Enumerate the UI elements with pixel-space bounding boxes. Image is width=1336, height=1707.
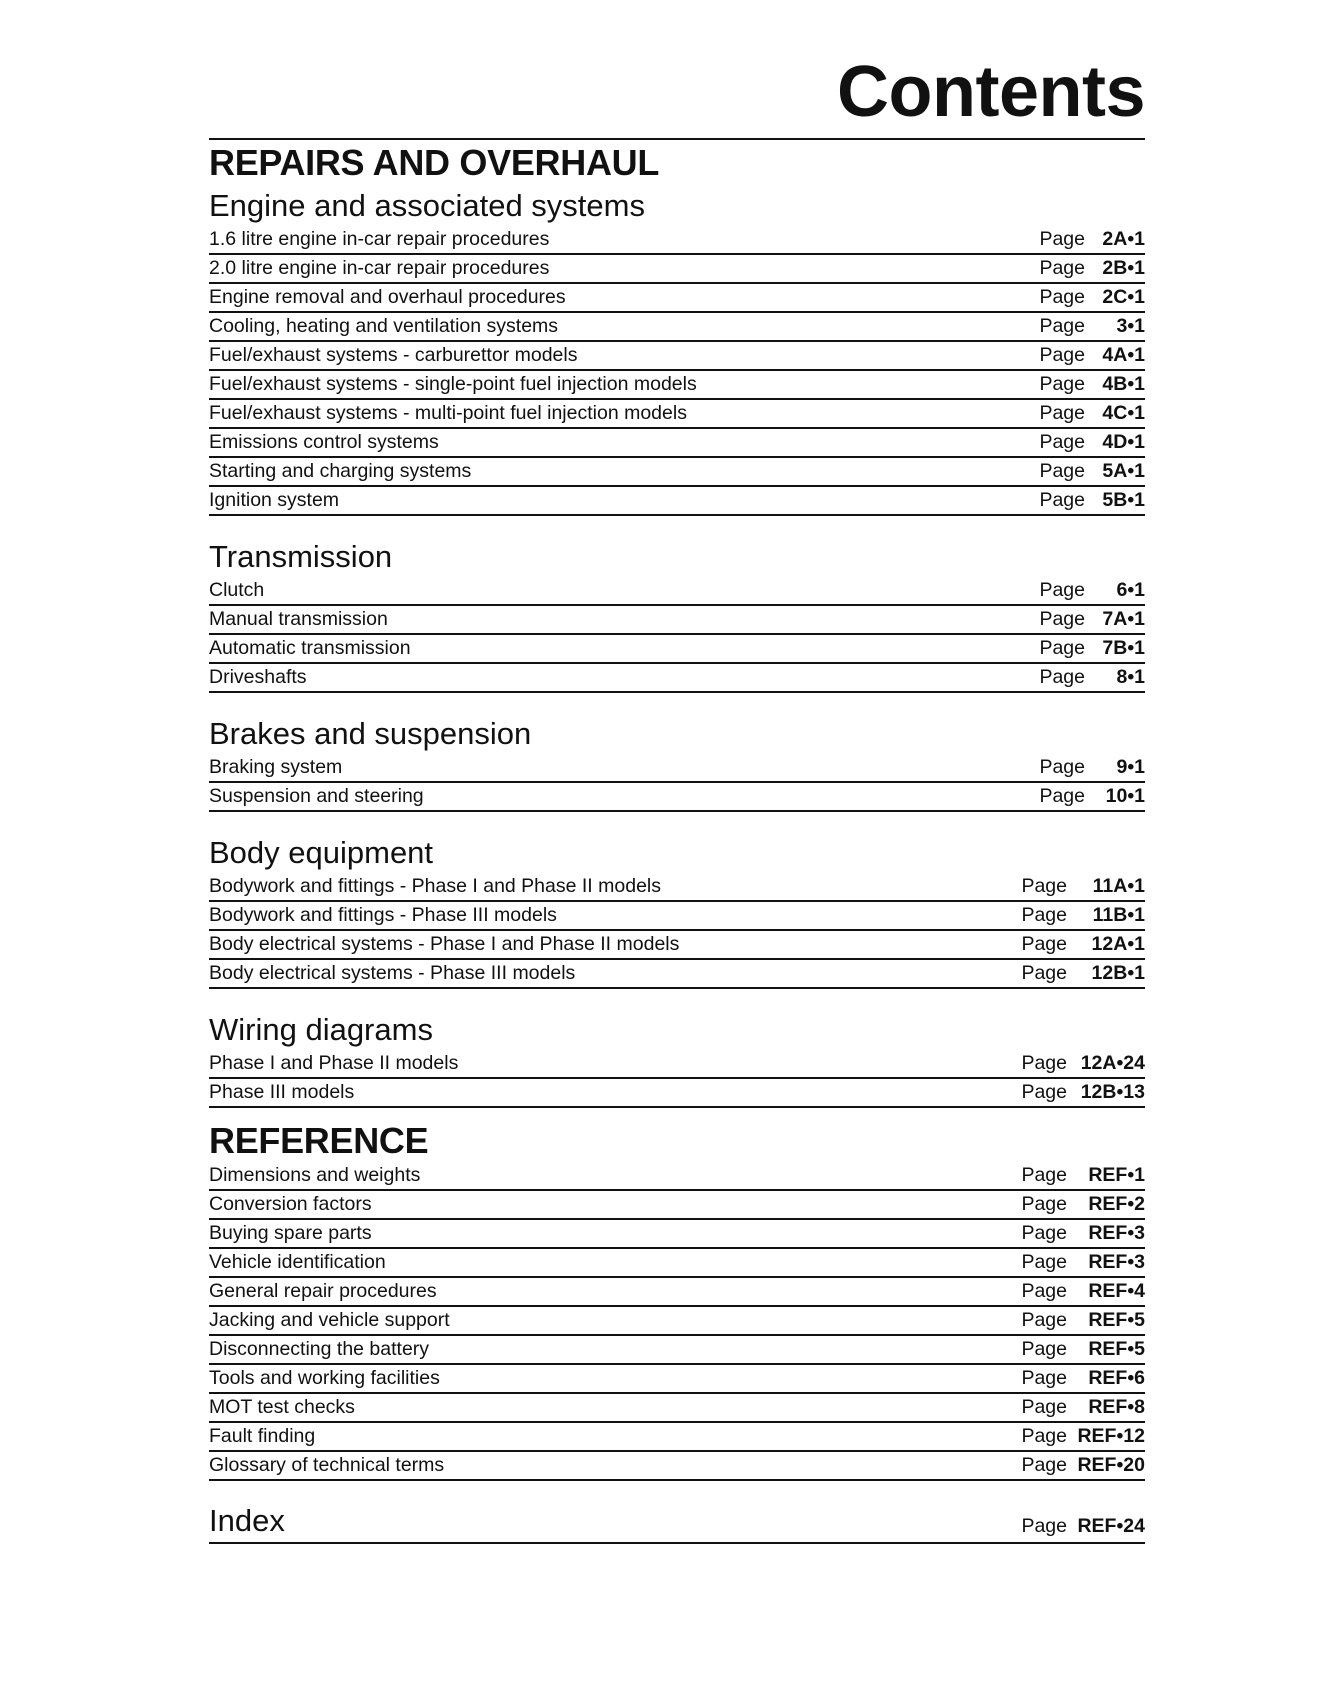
page-label: Page [1021,1052,1067,1074]
page-label: Page [1021,1280,1067,1302]
page-number: 8•1 [1116,666,1145,688]
page-label: Page [1021,1193,1067,1215]
toc-entry-row[interactable] [209,664,1145,693]
page-number: 4C•1 [1102,402,1145,424]
page-label: Page [1021,962,1067,984]
page-number: 5B•1 [1102,489,1145,511]
entry-title: Vehicle identification [209,1251,386,1273]
page-number: REF•4 [1088,1280,1145,1302]
page-number: 2C•1 [1102,286,1145,308]
contents-page [209,50,1145,1544]
toc-section [209,836,1145,989]
entry-title: Disconnecting the battery [209,1338,430,1360]
toc-entry-row[interactable] [209,371,1145,400]
page-label: Page [1021,1367,1067,1389]
section-heading: Wiring diagrams [209,1012,433,1047]
entry-title: Dimensions and weights [209,1164,421,1186]
toc-entry-row[interactable] [209,255,1145,284]
page-number: REF•12 [1077,1425,1145,1447]
toc-entry-row[interactable] [209,606,1145,635]
page-title: Contents [837,52,1145,132]
entry-title: Suspension and steering [209,785,424,807]
page-number: 4D•1 [1102,431,1145,453]
toc-section [209,189,1145,516]
page-number: REF•3 [1088,1251,1145,1273]
page-number: 10•1 [1105,785,1145,807]
toc-entry-row[interactable] [209,783,1145,812]
toc-entry-row[interactable] [209,1191,1145,1220]
page-label: Page [1039,344,1085,366]
toc-entry-row[interactable] [209,1452,1145,1481]
toc-entry-row[interactable] [209,635,1145,664]
page-label: Page [1021,1164,1067,1186]
reference-entries [209,1162,1145,1481]
entry-title: Emissions control systems [209,431,439,453]
toc-entry-row[interactable] [209,487,1145,516]
page-label: Page [1039,431,1085,453]
page-label: Page [1021,1081,1067,1103]
section-heading: Transmission [209,539,393,574]
entry-title: Bodywork and fittings - Phase III models [209,904,557,926]
toc-entry-row[interactable] [209,1365,1145,1394]
entry-title: Fuel/exhaust systems - carburettor models [209,344,578,366]
toc-entry-row[interactable] [209,1423,1145,1452]
entry-title: 1.6 litre engine in-car repair procedures [209,228,550,250]
page-label: Page [1021,875,1067,897]
page-label: Page [1039,460,1085,482]
toc-entry-row[interactable] [209,1079,1145,1108]
page-label: Page [1039,785,1085,807]
part-heading-reference: REFERENCE [209,1120,429,1161]
page-label: Page [1039,489,1085,511]
page-label: Page [1039,637,1085,659]
page-number: 7B•1 [1102,637,1145,659]
page-number: REF•2 [1088,1193,1145,1215]
page-number: 9•1 [1116,756,1145,778]
entry-title: Tools and working facilities [209,1367,440,1389]
page-label: Page [1039,608,1085,630]
entry-title: Bodywork and fittings - Phase I and Phase II models [209,875,661,897]
toc-section [209,540,1145,693]
page-label: Page [1021,1338,1067,1360]
page-number: 11B•1 [1092,904,1145,926]
page-number: REF•24 [1077,1515,1145,1537]
toc-entry-row[interactable] [209,429,1145,458]
entry-title: Ignition system [209,489,340,511]
page-label: Page [1039,756,1085,778]
toc-entry-row[interactable] [209,902,1145,931]
page-number: 12B•13 [1080,1081,1145,1103]
page-number: 2A•1 [1102,228,1145,250]
index-title: Index [209,1503,285,1538]
entry-title: MOT test checks [209,1396,355,1418]
page-number: REF•5 [1088,1338,1145,1360]
section-heading: Engine and associated systems [209,188,645,223]
toc-entry-row[interactable] [209,1394,1145,1423]
toc-entry-row[interactable] [209,400,1145,429]
title-rule [209,138,1145,140]
toc-entry-row[interactable] [209,342,1145,371]
page-label: Page [1021,1425,1067,1447]
page-number: REF•8 [1088,1396,1145,1418]
toc-entry-row[interactable] [209,1278,1145,1307]
page-label: Page [1039,579,1085,601]
toc-entry-row[interactable] [209,1336,1145,1365]
page-number: 12A•1 [1091,933,1145,955]
toc-section [209,717,1145,812]
section-heading: Brakes and suspension [209,716,532,751]
toc-entry-row[interactable] [209,931,1145,960]
toc-entry-row[interactable] [209,873,1145,902]
page-number: REF•5 [1088,1309,1145,1331]
page-label: Page [1039,402,1085,424]
page-number: 12A•24 [1080,1052,1145,1074]
repairs-sections [209,189,1145,1108]
entry-title: Automatic transmission [209,637,411,659]
toc-entry-row[interactable] [209,284,1145,313]
page-number: 2B•1 [1102,257,1145,279]
entry-title: Phase I and Phase II models [209,1052,459,1074]
section-heading: Body equipment [209,835,434,870]
page-label: Page [1021,1454,1067,1476]
entry-title: 2.0 litre engine in-car repair procedures [209,257,550,279]
page-number: REF•1 [1088,1164,1145,1186]
entry-title: Manual transmission [209,608,388,630]
toc-entry-row[interactable] [209,1162,1145,1191]
toc-entry-row[interactable] [209,1220,1145,1249]
entry-title: Starting and charging systems [209,460,472,482]
entry-title: Engine removal and overhaul procedures [209,286,566,308]
page-label: Page [1021,1396,1067,1418]
page-number: 4A•1 [1102,344,1145,366]
page-number: REF•3 [1088,1222,1145,1244]
entry-title: Body electrical systems - Phase I and Phase II models [209,933,680,955]
page-number: 11A•1 [1092,875,1145,897]
page-number: 4B•1 [1102,373,1145,395]
page-number: 12B•1 [1091,962,1145,984]
entry-title: Cooling, heating and ventilation systems [209,315,559,337]
page-label: Page [1021,1222,1067,1244]
entry-title: Buying spare parts [209,1222,372,1244]
entry-title: Driveshafts [209,666,307,688]
page-label: Page [1021,904,1067,926]
toc-entry-row[interactable] [209,754,1145,783]
toc-entry-row[interactable] [209,577,1145,606]
toc-entry-row[interactable] [209,960,1145,989]
page-label: Page [1039,257,1085,279]
page-number: REF•20 [1077,1454,1145,1476]
entry-title: Fuel/exhaust systems - single-point fuel injection models [209,373,697,395]
index-row[interactable] [209,1500,1145,1544]
toc-section [209,1013,1145,1108]
entry-title: Jacking and vehicle support [209,1309,450,1331]
entry-title: General repair procedures [209,1280,437,1302]
toc-entry-row[interactable] [209,1307,1145,1336]
page-number: 7A•1 [1102,608,1145,630]
part-heading-repairs: REPAIRS AND OVERHAUL [209,142,660,183]
page-label: Page [1021,1251,1067,1273]
entry-title: Fault finding [209,1425,316,1447]
page-label: Page [1021,1515,1067,1537]
page-number: 6•1 [1116,579,1145,601]
entry-title: Braking system [209,756,343,778]
page-number: 3•1 [1116,315,1145,337]
entry-title: Phase III models [209,1081,355,1103]
entry-title: Fuel/exhaust systems - multi-point fuel injection models [209,402,687,424]
toc-entry-row[interactable] [209,313,1145,342]
page-label: Page [1039,373,1085,395]
page-label: Page [1021,933,1067,955]
page-number: REF•6 [1088,1367,1145,1389]
page-label: Page [1039,315,1085,337]
toc-entry-row[interactable] [209,1050,1145,1079]
toc-entry-row[interactable] [209,458,1145,487]
entry-title: Glossary of technical terms [209,1454,445,1476]
page-label: Page [1021,1309,1067,1331]
toc-entry-row[interactable] [209,1249,1145,1278]
entry-title: Body electrical systems - Phase III models [209,962,576,984]
toc-entry-row[interactable] [209,226,1145,255]
page-number: 5A•1 [1102,460,1145,482]
entry-title: Conversion factors [209,1193,372,1215]
entry-title: Clutch [209,579,265,601]
page-label: Page [1039,228,1085,250]
page-label: Page [1039,666,1085,688]
page-label: Page [1039,286,1085,308]
